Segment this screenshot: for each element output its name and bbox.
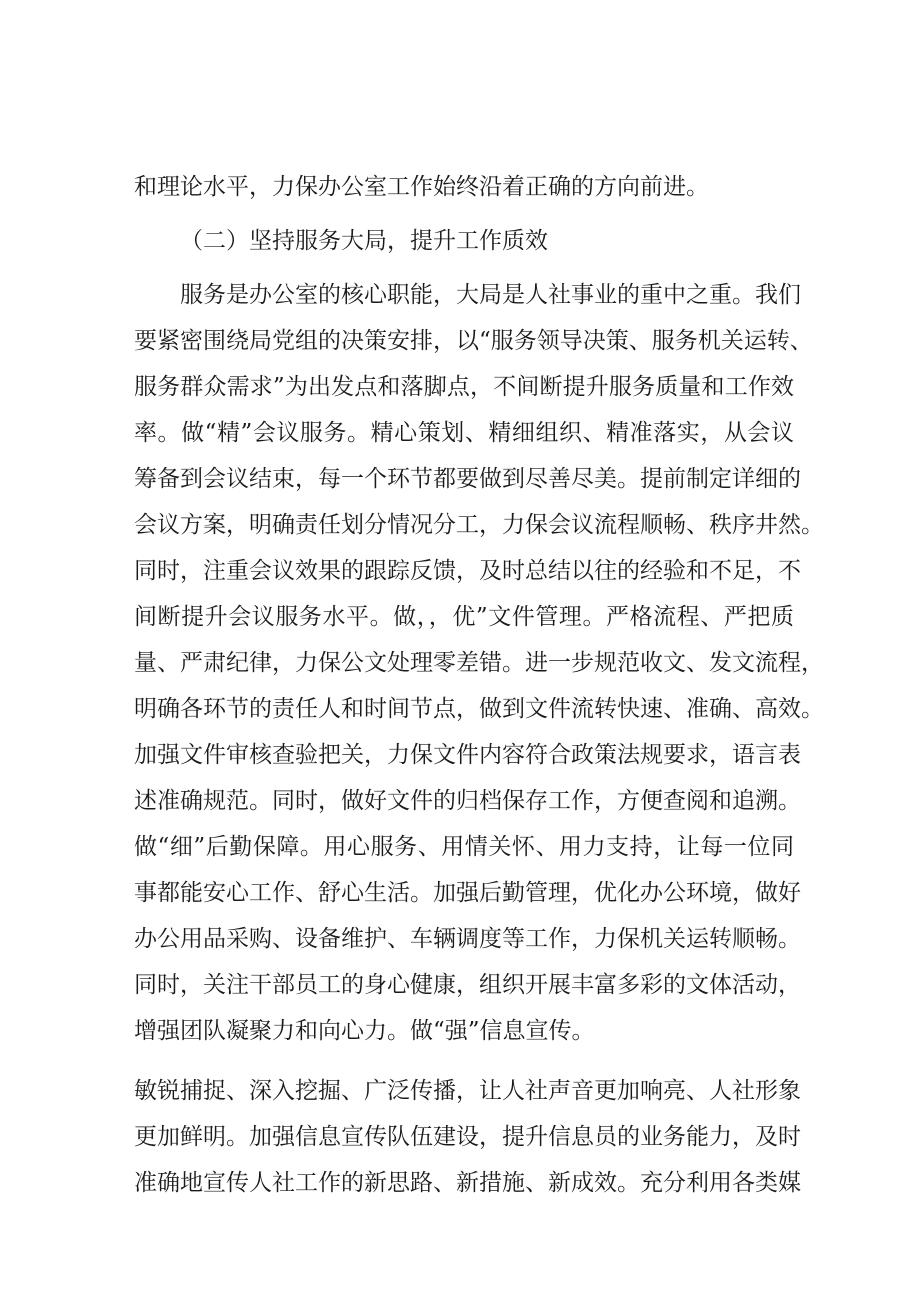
text-line-11: 量、严肃纪律，力保公文处理零差错。进一步规范收文、发文流程，: [134, 650, 824, 676]
text-line-16: 事都能安心工作、舒心生活。加强后勤管理，优化办公环境，做好: [134, 880, 801, 906]
text-line-4: 要紧密围绕局党组的决策安排，以“服务领导决策、服务机关运转、: [134, 328, 813, 354]
text-line-1: 和理论水平，力保办公室工作始终沿着正确的方向前进。: [134, 174, 709, 200]
text-line-22: 准确地宣传人社工作的新思路、新措施、新成效。充分利用各类媒: [134, 1170, 801, 1196]
text-line-9: 同时，注重会议效果的跟踪反馈，及时总结以往的经验和不足，不: [134, 558, 801, 584]
text-line-7: 筹备到会议结束，每一个环节都要做到尽善尽美。提前制定详细的: [134, 466, 801, 492]
text-line-12: 明确各环节的责任人和时间节点，做到文件流转快速、准确、高效。: [134, 696, 824, 722]
text-line-18: 同时，关注干部员工的身心健康，组织开展丰富多彩的文体活动，: [134, 972, 801, 998]
text-line-17: 办公用品采购、设备维护、车辆调度等工作，力保机关运转顺畅。: [134, 926, 801, 952]
text-line-6: 率。做“精”会议服务。精心策划、精细组织、精准落实，从会议: [134, 420, 794, 446]
text-line-5: 服务群众需求”为出发点和落脚点，不间断提升服务质量和工作效: [134, 374, 794, 400]
text-line-15: 做“细”后勤保障。用心服务、用情关怀、用力支持，让每一位同: [134, 834, 794, 860]
text-line-3: 服务是办公室的核心职能，大局是人社事业的重中之重。我们: [180, 282, 801, 308]
text-line-21: 更加鲜明。加强信息宣传队伍建设，提升信息员的业务能力，及时: [134, 1124, 801, 1150]
text-line-8: 会议方案，明确责任划分情况分工，力保会议流程顺畅、秩序井然。: [134, 512, 824, 538]
text-line-19: 增强团队凝聚力和向心力。做“强”信息宣传。: [134, 1018, 595, 1044]
text-line-10: 间断提升会议服务水平。做，，优”文件管理。严格流程、严把质: [134, 604, 794, 630]
text-line-20: 敏锐捕捉、深入挖掘、广泛传播，让人社声音更加响亮、人社形象: [134, 1078, 801, 1104]
text-line-13: 加强文件审核查验把关，力保文件内容符合政策法规要求，语言表: [134, 742, 801, 768]
text-line-14: 述准确规范。同时，做好文件的归档保存工作，方便查阅和追溯。: [134, 788, 801, 814]
section-heading: （二）坚持服务大局，提升工作质效: [180, 228, 548, 254]
